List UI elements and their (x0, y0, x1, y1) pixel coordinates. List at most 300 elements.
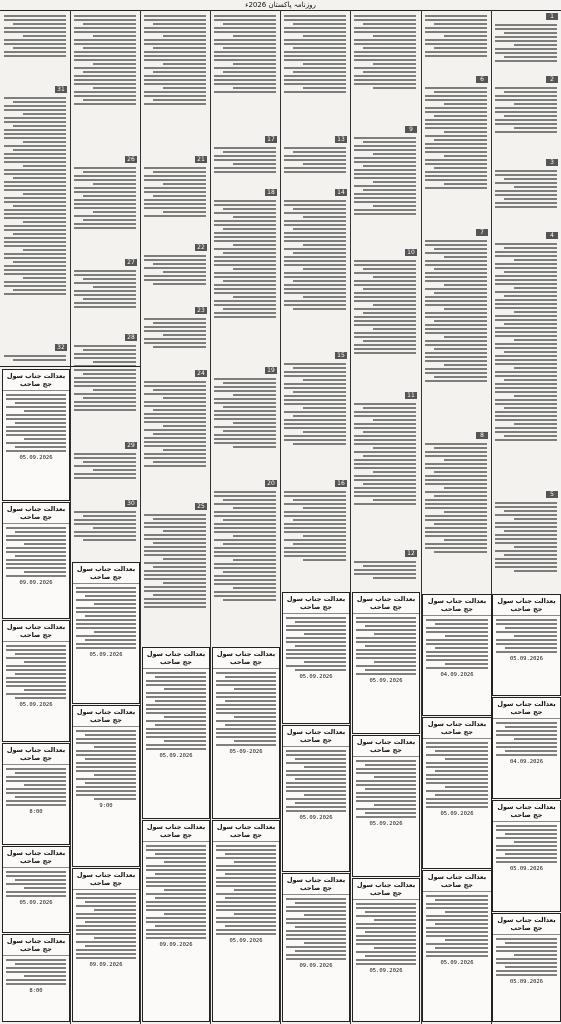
text-line (74, 393, 136, 395)
text-line (153, 195, 206, 197)
text-line (216, 712, 276, 714)
text-line (434, 551, 487, 553)
text-line (214, 567, 276, 569)
text-line (293, 519, 346, 521)
text-line (146, 893, 206, 895)
text-line (85, 945, 136, 947)
text-line (144, 19, 206, 21)
text-line (356, 927, 416, 929)
text-line (214, 19, 276, 21)
text-line (146, 684, 206, 686)
text-line (496, 734, 557, 736)
text-line (216, 877, 276, 879)
text-line (363, 407, 416, 409)
text-line (425, 43, 487, 45)
text-line (426, 903, 488, 905)
text-line (514, 546, 557, 548)
text-line (233, 559, 276, 561)
text-line (354, 503, 416, 505)
news-item (141, 502, 209, 644)
text-line (144, 562, 206, 564)
text-line (146, 881, 206, 883)
text-line (76, 742, 136, 744)
item-number: 26 (125, 156, 137, 163)
text-line (363, 47, 416, 49)
text-line (4, 213, 66, 215)
text-line (76, 770, 136, 772)
text-line (495, 170, 557, 172)
text-line (163, 87, 206, 89)
text-line (74, 369, 136, 371)
text-line (85, 901, 136, 903)
text-line (496, 643, 557, 645)
text-line (284, 547, 346, 549)
text-line (495, 319, 557, 321)
text-line (223, 280, 276, 282)
text-line (4, 153, 66, 155)
text-line (225, 700, 276, 702)
text-line (144, 275, 206, 277)
text-line (74, 203, 136, 205)
text-line (144, 453, 206, 455)
text-line (286, 665, 346, 667)
text-line (425, 187, 487, 189)
news-item (351, 12, 419, 122)
text-line (435, 794, 488, 796)
text-line (74, 401, 136, 403)
notice-date: 05-09-2026 (229, 749, 263, 755)
text-line (496, 857, 557, 859)
text-line (514, 367, 557, 369)
item-number: 1 (546, 13, 558, 20)
text-line (144, 429, 206, 431)
text-line (354, 31, 416, 33)
court-notice (492, 800, 561, 912)
text-line (374, 947, 416, 949)
item-number: 6 (476, 76, 488, 83)
text-line (444, 308, 487, 310)
text-line (426, 631, 488, 633)
text-line (144, 526, 206, 528)
text-line (74, 223, 136, 225)
text-line (74, 31, 136, 33)
text-line (23, 141, 66, 143)
text-line (354, 352, 416, 354)
text-line (425, 280, 487, 282)
text-line (425, 535, 487, 537)
text-line (6, 971, 66, 973)
text-line (496, 722, 557, 724)
text-line (505, 726, 557, 728)
notice-title: بعدالت جناب سول جج صاحب (213, 648, 279, 669)
text-line (214, 523, 276, 525)
text-line (214, 539, 276, 541)
item-number: 17 (265, 136, 277, 143)
text-line (354, 411, 416, 413)
notice-date: 05.09.2026 (19, 900, 53, 906)
text-line (144, 318, 206, 320)
text-line (495, 371, 557, 373)
text-line (356, 617, 416, 619)
text-line (74, 353, 136, 355)
text-line (434, 91, 487, 93)
text-line (514, 186, 557, 188)
text-line (223, 208, 276, 210)
text-line (144, 207, 206, 209)
item-number: 13 (335, 136, 347, 143)
text-line (356, 629, 416, 631)
text-line (505, 627, 557, 629)
text-line (23, 35, 66, 37)
text-line (85, 782, 136, 784)
text-line (74, 523, 136, 525)
text-line (356, 800, 416, 802)
notice-date: 05.09.2026 (509, 979, 544, 985)
text-line (426, 639, 488, 641)
text-line (74, 453, 136, 455)
text-line (93, 211, 136, 213)
text-line (434, 292, 487, 294)
text-line (144, 338, 206, 340)
text-line (74, 531, 136, 533)
item-number: 21 (195, 156, 207, 163)
text-line (425, 107, 487, 109)
text-line (286, 918, 346, 920)
notice-title: بعدالت جناب سول جج صاحب (213, 821, 279, 842)
text-line (425, 179, 487, 181)
text-line (214, 316, 276, 318)
text-line (354, 487, 416, 489)
text-line (354, 272, 416, 274)
text-line (6, 398, 66, 400)
text-line (144, 417, 206, 419)
text-line (144, 43, 206, 45)
court-notice (282, 725, 350, 872)
text-line (284, 527, 346, 529)
news-item (141, 369, 209, 499)
text-line (144, 59, 206, 61)
text-line (146, 704, 206, 706)
text-line (495, 243, 557, 245)
text-line (496, 623, 557, 625)
text-line (74, 187, 136, 189)
text-line (144, 75, 206, 77)
text-line (444, 256, 487, 258)
text-line (144, 401, 206, 403)
text-line (356, 780, 416, 782)
text-line (425, 244, 487, 246)
text-line (444, 459, 487, 461)
text-line (284, 423, 346, 425)
text-line (214, 591, 276, 593)
text-line (295, 621, 346, 623)
text-line (6, 575, 66, 577)
text-line (293, 71, 346, 73)
text-line (293, 280, 346, 282)
text-line (216, 857, 276, 859)
text-line (144, 179, 206, 181)
text-line (495, 335, 557, 337)
notice-title: بعدالت جناب سول جج صاحب (283, 726, 349, 747)
text-line (74, 51, 136, 53)
text-line (24, 661, 66, 663)
text-line (426, 627, 488, 629)
text-line (76, 762, 136, 764)
text-line (146, 845, 206, 847)
notice-title: بعدالت جناب سول جج صاحب (423, 718, 491, 739)
text-line (144, 590, 206, 592)
court-notice (492, 697, 561, 799)
text-line (363, 565, 416, 567)
text-line (514, 570, 557, 572)
news-item (211, 12, 279, 132)
text-line (354, 284, 416, 286)
text-line (504, 56, 557, 58)
text-line (76, 933, 136, 935)
text-line (495, 48, 557, 50)
text-line (6, 979, 66, 981)
text-line (495, 506, 557, 508)
text-line (514, 954, 557, 956)
text-line (444, 487, 487, 489)
text-line (223, 499, 276, 501)
text-line (216, 672, 276, 674)
text-line (425, 159, 487, 161)
text-line (155, 925, 206, 927)
text-line (6, 430, 66, 432)
text-line (233, 163, 276, 165)
text-line (6, 657, 66, 659)
text-line (284, 276, 346, 278)
news-item (281, 135, 349, 185)
text-line (144, 83, 206, 85)
notice-time: 9:00 (99, 803, 113, 809)
text-line (426, 762, 488, 764)
text-line (146, 917, 206, 919)
text-line (216, 732, 276, 734)
court-notice (2, 502, 70, 619)
text-line (74, 477, 136, 479)
text-line (223, 406, 276, 408)
text-line (163, 582, 206, 584)
text-line (354, 193, 416, 195)
text-line (286, 629, 346, 631)
text-line (284, 272, 346, 274)
notice-title: بعدالت جناب سول جج صاحب (493, 595, 560, 616)
text-line (286, 649, 346, 651)
text-line (425, 300, 487, 302)
text-line (356, 649, 416, 651)
text-line (434, 348, 487, 350)
text-line (74, 345, 136, 347)
text-line (284, 67, 346, 69)
text-line (6, 567, 66, 569)
text-line (374, 633, 416, 635)
notice-title: بعدالت جناب سول جج صاحب (3, 847, 69, 868)
text-line (426, 806, 488, 808)
text-line (426, 931, 488, 933)
text-line (214, 434, 276, 436)
text-line (234, 688, 276, 690)
text-line (505, 750, 557, 752)
text-line (223, 252, 276, 254)
text-line (4, 189, 66, 191)
text-line (293, 228, 346, 230)
notice-title: بعدالت جناب سول جج صاحب (143, 648, 209, 669)
text-line (496, 742, 557, 744)
text-line (425, 15, 487, 17)
text-line (495, 411, 557, 413)
text-line (373, 447, 416, 449)
text-line (214, 398, 276, 400)
text-line (514, 127, 557, 129)
text-line (425, 119, 487, 121)
text-line (13, 261, 66, 263)
text-line (434, 268, 487, 270)
text-line (6, 883, 66, 885)
text-line (286, 625, 346, 627)
text-line (146, 732, 206, 734)
text-line (286, 798, 346, 800)
text-line (24, 887, 66, 889)
text-line (93, 286, 136, 288)
text-line (373, 63, 416, 65)
text-line (495, 431, 557, 433)
news-item (71, 12, 139, 152)
text-line (426, 655, 488, 657)
text-line (144, 514, 206, 516)
text-line (365, 764, 416, 766)
text-line (495, 415, 557, 417)
text-line (223, 519, 276, 521)
text-line (495, 327, 557, 329)
text-line (496, 825, 557, 827)
text-line (216, 881, 276, 883)
text-line (373, 181, 416, 183)
text-line (144, 199, 206, 201)
text-line (4, 293, 66, 295)
text-line (426, 802, 488, 804)
text-line (13, 149, 66, 151)
text-line (153, 409, 206, 411)
text-line (444, 183, 487, 185)
text-line (146, 885, 206, 887)
text-line (354, 15, 416, 17)
text-line (286, 770, 346, 772)
text-line (214, 256, 276, 258)
text-line (495, 190, 557, 192)
text-line (514, 423, 557, 425)
text-line (425, 527, 487, 529)
text-line (495, 95, 557, 97)
text-line (373, 577, 416, 579)
text-line (93, 527, 136, 529)
text-line (354, 479, 416, 481)
text-line (4, 137, 66, 139)
text-line (303, 507, 346, 509)
text-line (214, 39, 276, 41)
news-item (71, 258, 139, 330)
text-line (286, 958, 346, 960)
text-line (286, 906, 346, 908)
text-line (495, 131, 557, 133)
news-item (422, 228, 490, 428)
text-line (4, 265, 66, 267)
text-line (6, 681, 66, 683)
text-line (445, 786, 488, 788)
text-line (23, 165, 66, 167)
text-line (374, 661, 416, 663)
text-line (74, 227, 136, 229)
text-line (354, 495, 416, 497)
text-line (4, 281, 66, 283)
text-line (435, 647, 488, 649)
text-line (83, 71, 136, 73)
text-line (425, 39, 487, 41)
text-line (356, 963, 416, 965)
text-line (425, 344, 487, 346)
text-line (214, 31, 276, 33)
text-line (425, 31, 487, 33)
text-line (426, 754, 488, 756)
text-line (425, 491, 487, 493)
text-line (284, 551, 346, 553)
text-line (4, 15, 66, 17)
text-line (223, 430, 276, 432)
text-line (426, 782, 488, 784)
text-line (4, 209, 66, 211)
text-line (425, 543, 487, 545)
court-notice (492, 913, 561, 1022)
text-line (495, 538, 557, 540)
text-line (214, 276, 276, 278)
text-line (435, 750, 488, 752)
text-line (434, 115, 487, 117)
text-line (13, 23, 66, 25)
court-notice (352, 592, 420, 734)
text-line (356, 816, 416, 818)
text-line (6, 442, 66, 444)
text-line (363, 268, 416, 270)
text-line (354, 316, 416, 318)
text-line (85, 595, 136, 597)
text-line (214, 220, 276, 222)
text-line (425, 328, 487, 330)
text-line (233, 422, 276, 424)
text-line (495, 263, 557, 265)
notice-date: 05.09.2026 (369, 821, 403, 827)
notice-date: 09.09.2026 (159, 942, 193, 948)
text-line (365, 625, 416, 627)
text-line (425, 515, 487, 517)
text-line (4, 169, 66, 171)
text-line (425, 111, 487, 113)
item-number: 29 (125, 442, 137, 449)
text-line (216, 893, 276, 895)
text-line (303, 407, 346, 409)
text-line (223, 308, 276, 310)
text-line (4, 241, 66, 243)
text-line (495, 315, 557, 317)
text-line (233, 535, 276, 537)
text-line (223, 543, 276, 545)
text-line (76, 730, 136, 732)
text-line (445, 758, 488, 760)
item-number: 18 (265, 189, 277, 196)
text-line (144, 39, 206, 41)
text-line (426, 915, 488, 917)
text-line (233, 87, 276, 89)
